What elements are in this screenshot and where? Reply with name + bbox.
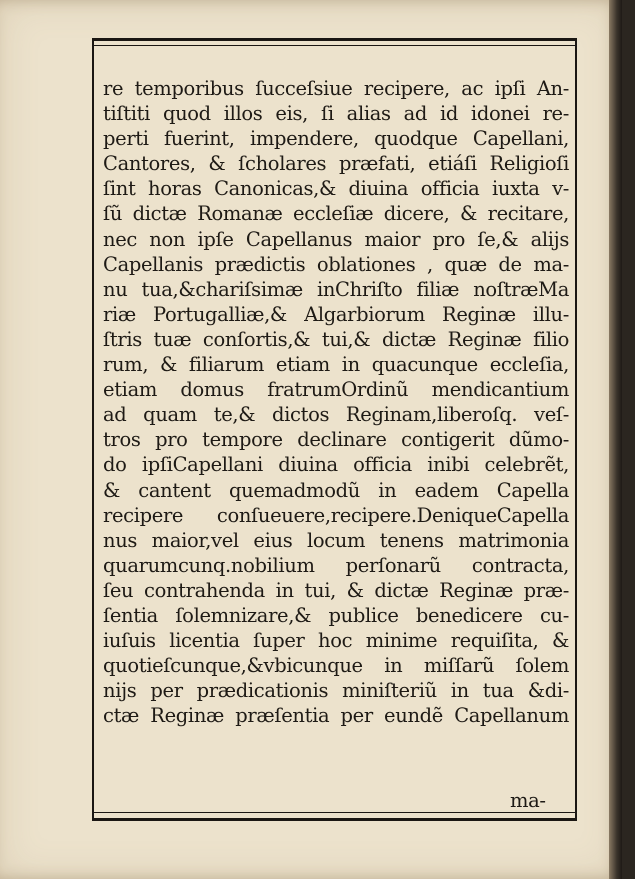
page-edge-shadow: [609, 0, 622, 879]
text-line: nec non ipſe Capellanus maior pro ſe,& alijs: [103, 227, 569, 251]
text-line: ad quam te,& dictos Reginam,liberoſq. veſ-: [103, 403, 569, 427]
text-line: Capellanis prædictis oblationes , quæ de ma-: [103, 252, 569, 276]
frame-rule-right: [575, 38, 577, 821]
text-line: quarumcunq.nobilium perſonarũ contracta,: [103, 553, 569, 577]
text-line: ſtris tuæ conſortis,& tui,& dictæ Reginæ filio: [103, 327, 569, 351]
text-line: tiſtiti quod illos eis, ſi alias ad id idonei re-: [103, 102, 569, 126]
text-line: ſint horas Canonicas,& diuina officia iuxta v-: [103, 177, 569, 201]
text-line: ſeu contrahenda in tui, & dictæ Reginæ præ-: [103, 578, 569, 602]
text-line: riæ Portugalliæ,& Algarbiorum Reginæ illu-: [103, 302, 569, 326]
frame-rule-bottom: [92, 818, 577, 821]
catchword: ma-: [510, 789, 546, 812]
text-line: ſentia ſolemnizare,& publice benedicere cu-: [103, 603, 569, 627]
text-line: & cantent quemadmodũ in eadem Capella: [103, 478, 569, 502]
text-line: quotieſcunque,&vbicunque in miſſarũ ſolem: [103, 654, 569, 678]
text-line: perti fuerint, impendere, quodque Capellani,: [103, 127, 569, 151]
text-line: nu tua,&chariſsimæ inChriſto filiæ noſtræMa: [103, 277, 569, 301]
frame-rule-top: [92, 38, 577, 41]
text-line: iuſuis licentia ſuper hoc minime requiſita, &: [103, 629, 569, 653]
text-line: tros pro tempore declinare contigerit dũmo-: [103, 428, 569, 452]
text-line: ctæ Reginæ præſentia per eundẽ Capellanum: [103, 704, 569, 728]
frame-rule-top-inner: [92, 45, 577, 46]
text-line: etiam domus fratrumOrdinũ mendicantium: [103, 378, 569, 402]
frame-rule-left: [92, 38, 94, 821]
text-line: nijs per prædicationis miniſteriũ in tua &di-: [103, 679, 569, 703]
text-line: re temporibus ſucceſsiue recipere, ac ipſi An-: [103, 77, 569, 100]
text-line: Cantores, & ſcholares præfati, etiáſi Religioſi: [103, 152, 569, 176]
body-text: [103, 76, 569, 728]
text-line: nus maior,vel eius locum tenens matrimonia: [103, 528, 569, 552]
frame-rule-bottom-inner: [92, 812, 577, 813]
text-line: do ipſiCapellani diuina officia inibi celebrẽt,: [103, 453, 569, 477]
text-line: rum, & filiarum etiam in quacunque eccleſia,: [103, 353, 569, 377]
text-line: recipere conſueuere,recipere.DeniqueCapella: [103, 503, 569, 527]
text-line: ſũ dictæ Romanæ eccleſiæ dicere, & recitare,: [103, 202, 569, 226]
